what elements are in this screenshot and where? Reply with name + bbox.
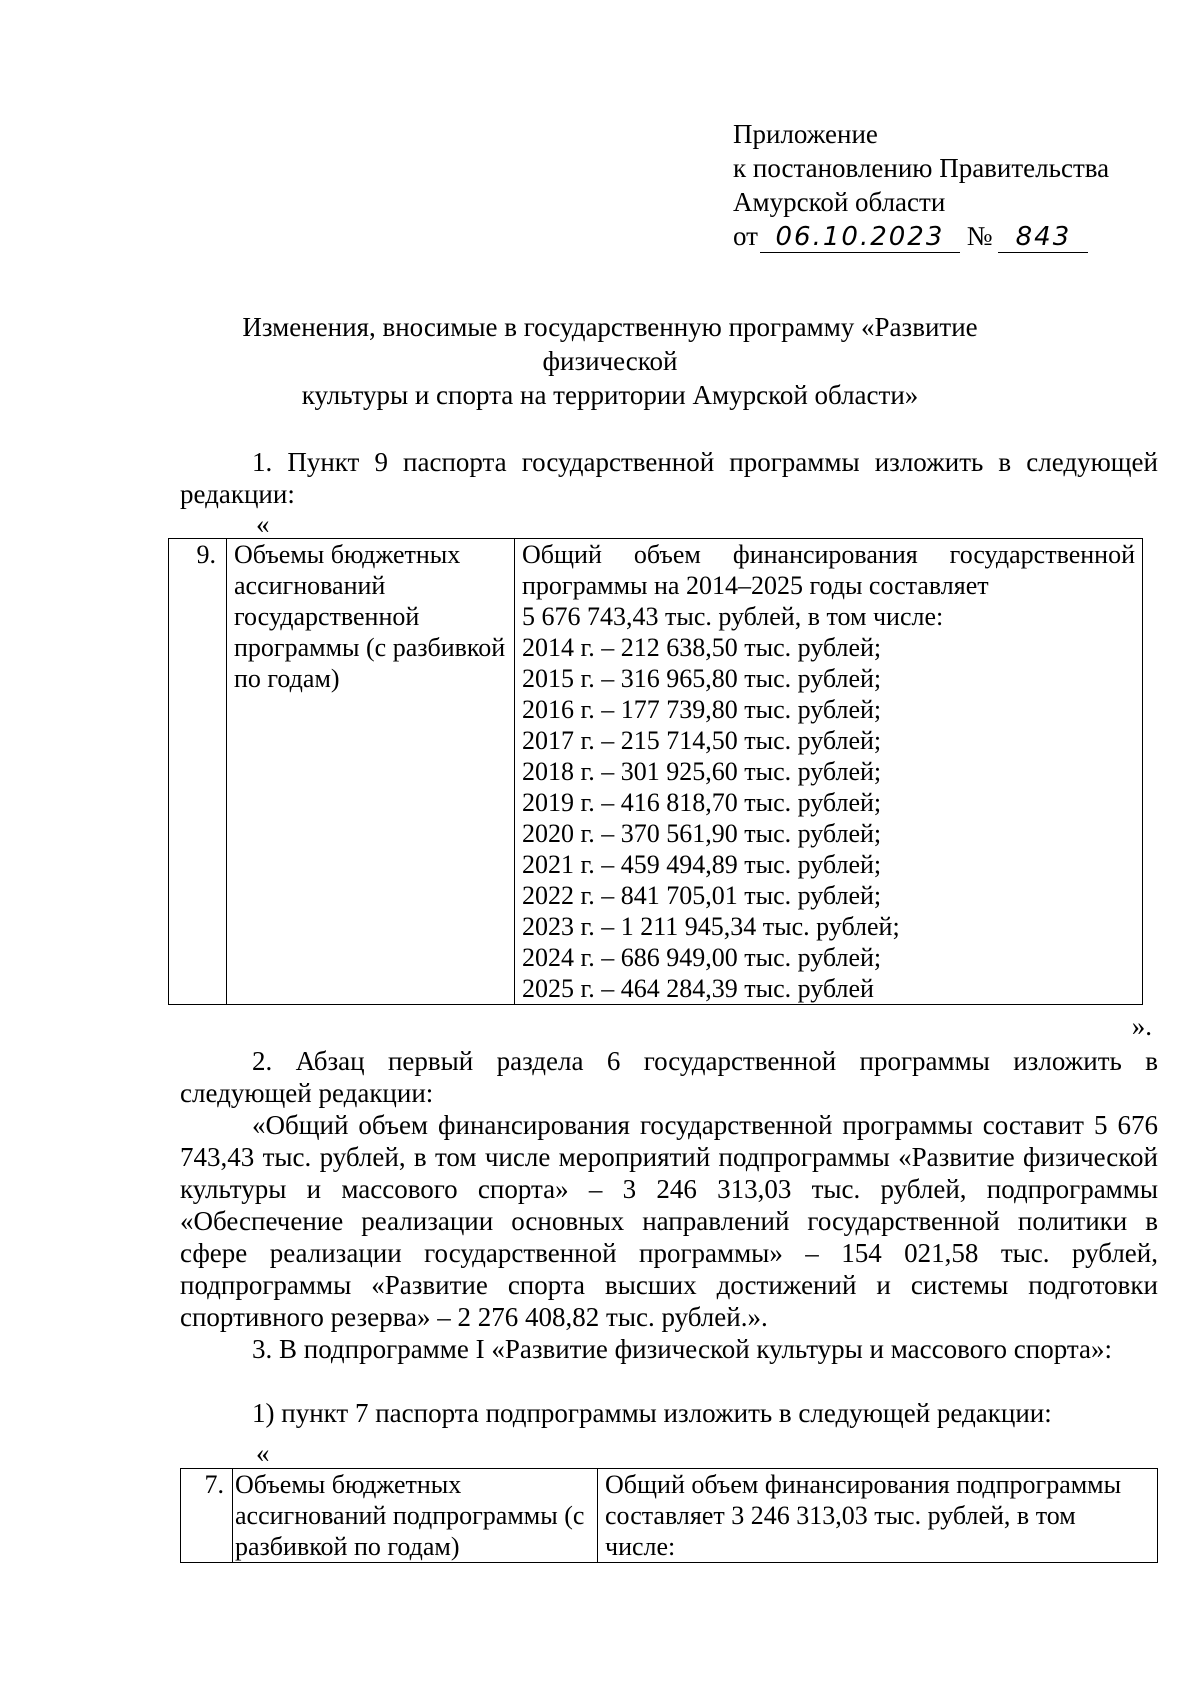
row-number: 7. xyxy=(181,1469,233,1563)
handwritten-number: 843 xyxy=(998,222,1088,253)
handwritten-date: 06.10.2023 xyxy=(760,222,960,253)
table-1-close-quote: ». xyxy=(1131,1011,1152,1041)
year-line: 2017 г. – 215 714,50 тыс. рублей; xyxy=(522,726,882,755)
row-number: 9. xyxy=(169,539,227,1005)
approval-line-3: Амурской области xyxy=(733,187,946,217)
approval-line-1: Приложение xyxy=(733,119,878,149)
item-1-text: 1. Пункт 9 паспорта государственной программы изложить в следующей редакции: xyxy=(180,447,1158,509)
title-line-2: культуры и спорта на территории Амурской области» xyxy=(301,380,919,410)
funding-intro-line-2: программы на 2014–2025 годы составляет xyxy=(522,571,989,600)
year-line: 2014 г. – 212 638,50 тыс. рублей; xyxy=(522,633,882,662)
budget-table-program xyxy=(168,538,1143,1005)
year-line: 2025 г. – 464 284,39 тыс. рублей xyxy=(522,974,874,1003)
year-line: 2016 г. – 177 739,80 тыс. рублей; xyxy=(522,695,882,724)
year-line: 2022 г. – 841 705,01 тыс. рублей; xyxy=(522,881,882,910)
item-3-text: 3. В подпрограмме I «Развитие физической культуры и массового спорта»: xyxy=(252,1334,1112,1364)
item-2-quote: «Общий объем финансирования государственной программы составит 5 676 743,43 тыс. рублей, в том числе мероприятий подпрограммы «Развитие физической культуры и массового спорта» – 3 246 313,03 тыс. рублей, подпрограммы «Обеспечение реализации основных направлений государственной политики в сфере реализации государственной программы» – 154 021,58 тыс. рублей, подпрограммы «Развитие спорта высших достижений и системы подготовки спортивного резерва» – 2 276 408,82 тыс. рублей.». xyxy=(180,1110,1158,1332)
item-3-sub-1: 1) пункт 7 паспорта подпрограммы изложить в следующей редакции: xyxy=(252,1398,1052,1428)
approval-date-line xyxy=(733,219,1153,253)
budget-table-subprogram xyxy=(180,1468,1158,1563)
row-label: Объемы бюджетных ассигнований государственной программы (с разбивкой по годам) xyxy=(227,539,515,1005)
row-label: Объемы бюджетных ассигнований подпрограммы (с разбивкой по годам) xyxy=(233,1469,598,1563)
funding-intro-line-1: Общий объем финансирования государственной xyxy=(522,540,1135,569)
funding-intro-line-3: 5 676 743,43 тыс. рублей, в том числе: xyxy=(522,602,944,631)
year-line: 2024 г. – 686 949,00 тыс. рублей; xyxy=(522,943,882,972)
year-line: 2019 г. – 416 818,70 тыс. рублей; xyxy=(522,788,882,817)
table-1-open-quote: « xyxy=(256,509,270,539)
year-line: 2015 г. – 316 965,80 тыс. рублей; xyxy=(522,664,882,693)
title-line-1: Изменения, вносимые в государственную программу «Развитие физической xyxy=(242,312,978,376)
approval-block xyxy=(733,117,1153,253)
approval-line-2: к постановлению Правительства xyxy=(733,153,1110,183)
year-line: 2023 г. – 1 211 945,34 тыс. рублей; xyxy=(522,912,900,941)
row-content xyxy=(515,539,1143,1005)
document-title xyxy=(180,310,1040,412)
table-2-open-quote: « xyxy=(256,1438,270,1468)
date-prefix: от xyxy=(733,221,758,251)
table-row xyxy=(169,539,1143,1005)
year-line: 2018 г. – 301 925,60 тыс. рублей; xyxy=(522,757,882,786)
item-2-text: 2. Абзац первый раздела 6 государственной программы изложить в следующей редакции: xyxy=(180,1046,1158,1108)
row-content: Общий объем финансирования подпрограммы составляет 3 246 313,03 тыс. рублей, в том числе: xyxy=(598,1469,1158,1563)
table-row xyxy=(181,1469,1158,1563)
year-line: 2020 г. – 370 561,90 тыс. рублей; xyxy=(522,819,882,848)
number-prefix: № xyxy=(966,221,993,251)
year-line: 2021 г. – 459 494,89 тыс. рублей; xyxy=(522,850,882,879)
